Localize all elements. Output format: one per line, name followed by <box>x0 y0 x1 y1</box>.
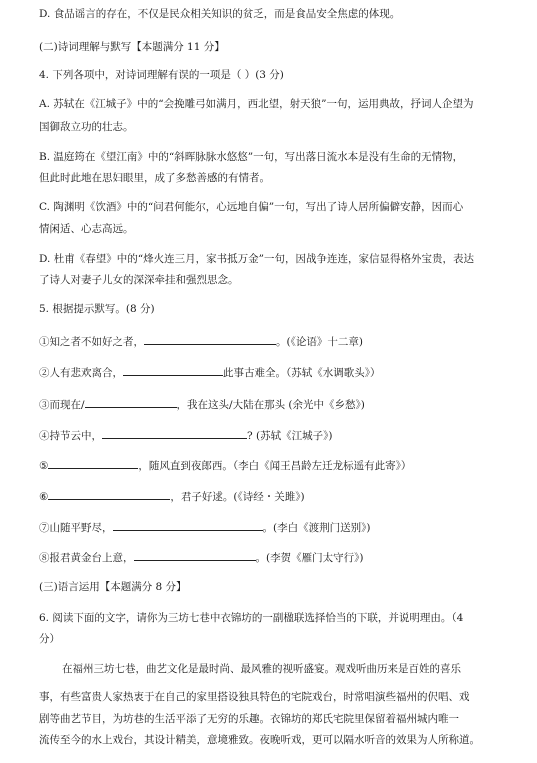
section-heading-language: (三)语言运用【本题满分 8 分】 <box>39 581 187 593</box>
answer-blank-7[interactable] <box>113 519 263 531</box>
passage-line-4: 流传至今的水上戏台，其设计精美，意境雅致。夜晚听戏，更可以隔水听音的效果为人所称道。 <box>39 734 480 746</box>
option-d-previous: D. 食品谣言的存在，不仅是民众相关知识的贫乏，而是食品安全焦虑的体现。 <box>39 8 401 20</box>
fill-item-3 <box>39 396 527 412</box>
fill-item-5-before: ⑤ <box>39 460 49 472</box>
fill-item-5-after: ，随风直到夜郎西。（李白《闻王昌龄左迁龙标遥有此寄》） <box>138 460 412 472</box>
answer-blank-5[interactable] <box>48 457 138 469</box>
fill-item-1-after: 。(《论语》十二章) <box>276 336 363 348</box>
answer-blank-8[interactable] <box>134 549 256 561</box>
fill-item-4 <box>39 427 527 443</box>
question-6-stem-line-2: 分） <box>39 633 60 645</box>
fill-item-6 <box>39 488 527 504</box>
fill-item-1 <box>39 333 527 349</box>
question-4-option-d-line-1: D. 杜甫《春望》中的“烽火连三月，家书抵万金”一句，因战争连连，家信显得格外宝贵，表达 <box>39 253 474 265</box>
question-4-option-a-line-2: 国御敌立功的壮志。 <box>39 121 134 133</box>
fill-item-7-before: ⑦山随平野尽， <box>39 522 113 534</box>
fill-item-6-before: ⑥ <box>39 491 49 503</box>
fill-item-4-after: ? (苏轼《江城子》) <box>247 430 333 442</box>
fill-item-2 <box>39 364 527 380</box>
question-5-stem: 5. 根据提示默写。(8 分) <box>39 303 155 315</box>
passage-line-2: 事，有些富贵人家热衷于在自己的家里搭设独具特色的宅院戏台，时常唱演些福州的伬唱、戏 <box>39 691 470 703</box>
question-4-option-d-line-2: 了诗人对妻子儿女的深深牵挂和强烈思念。 <box>39 274 239 286</box>
fill-item-7-after: 。(李白《渡荆门送别》) <box>262 522 371 534</box>
answer-blank-3[interactable] <box>85 396 177 408</box>
fill-item-2-before: ②人有悲欢离合， <box>39 367 123 379</box>
question-4-stem: 4. 下列各项中，对诗词理解有误的一项是（ ）(3 分) <box>39 69 284 81</box>
fill-item-2-after: 此事古难全。（苏轼《水调歌头》） <box>223 367 381 379</box>
section-heading-poetry: (二)诗词理解与默写【本题满分 11 分】 <box>39 41 225 53</box>
question-4-option-b-line-1: B. 温庭筠在《望江南》中的“斜晖脉脉水悠悠”一句，写出落日流水本是没有生命的无情物， <box>39 151 464 163</box>
answer-blank-4[interactable] <box>102 427 247 439</box>
fill-item-1-before: ①知之者不如好之者， <box>39 336 144 348</box>
question-4-option-a-line-1: A. 苏轼在《江城子》中的“会挽雕弓如满月，西北望，射天狼”一句，运用典故，抒词人企望为 <box>39 98 474 110</box>
fill-item-8-after: 。(李贺《雁门太守行》) <box>255 552 364 564</box>
fill-item-5 <box>39 457 527 473</box>
fill-item-4-before: ④持节云中， <box>39 430 102 442</box>
question-4-option-c-line-1: C. 陶渊明《饮酒》中的“问君何能尔，心远地自偏”一句，写出了诗人居所偏僻安静，因而心 <box>39 201 464 213</box>
fill-item-8-before: ⑧报君黄金台上意， <box>39 552 134 564</box>
fill-item-7 <box>39 519 527 535</box>
passage-line-3: 剧等曲艺节目，为坊巷的生活平添了无穷的乐趣。衣锦坊的郑氏宅院里保留着福州城内唯一 <box>39 713 459 725</box>
question-4-option-c-line-2: 情闲适、心志高远。 <box>39 223 134 235</box>
question-6-stem-line-1: 6. 阅读下面的文字，请你为三坊七巷中衣锦坊的一副楹联选择恰当的下联，并说明理由。（4 <box>39 612 464 624</box>
question-4-option-b-line-2: 但此时此地在思妇眼里，成了多愁善感的有情者。 <box>39 172 270 184</box>
answer-blank-6[interactable] <box>48 488 170 500</box>
passage-line-1: 在福州三坊七巷，曲艺文化是最时尚、最风雅的视听盛宴。观戏听曲历来是百姓的喜乐 <box>62 663 461 675</box>
answer-blank-2[interactable] <box>123 364 223 376</box>
fill-item-3-after: ，我在这头/大陆在那头 (余光中《乡愁》) <box>176 399 365 411</box>
fill-item-6-after: ，君子好逑。(《诗经・关雎》) <box>170 491 305 503</box>
fill-item-8 <box>39 549 527 565</box>
answer-blank-1[interactable] <box>144 333 276 345</box>
fill-item-3-before: ③而现在/ <box>39 399 85 411</box>
